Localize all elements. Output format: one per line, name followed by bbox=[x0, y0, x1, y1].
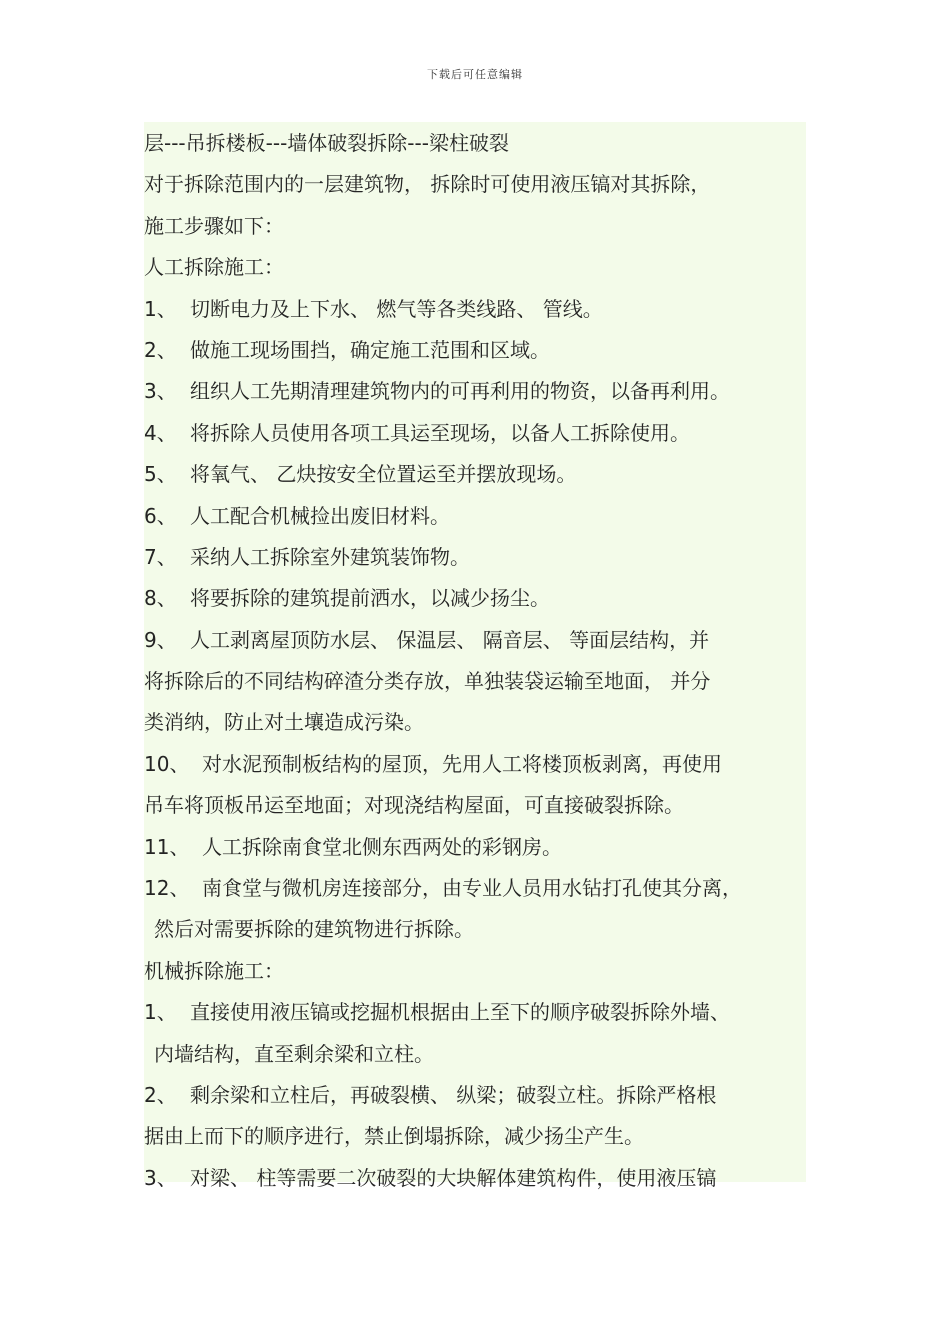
line-text: 内墙结构，直至剩余梁和立柱。 bbox=[154, 1041, 434, 1066]
text-line bbox=[144, 164, 806, 205]
text-line bbox=[144, 289, 806, 330]
list-number: 7、 bbox=[144, 544, 177, 569]
list-number: 3、 bbox=[144, 379, 177, 404]
line-text: 采纳人工拆除室外建筑装饰物。 bbox=[190, 544, 470, 569]
text-line bbox=[144, 868, 806, 909]
line-text: 人工拆除南食堂北侧东西两处的彩钢房。 bbox=[202, 834, 562, 859]
text-line bbox=[144, 206, 806, 247]
line-text: 然后对需要拆除的建筑物进行拆除。 bbox=[154, 917, 474, 942]
list-number: 12、 bbox=[144, 876, 190, 901]
list-number: 9、 bbox=[144, 627, 177, 652]
list-number: 2、 bbox=[144, 1082, 177, 1107]
text-line bbox=[144, 827, 806, 868]
line-text: 施工步骤如下： bbox=[144, 213, 284, 238]
text-line bbox=[144, 1158, 806, 1199]
line-text: 吊车将顶板吊运至地面；对现浇结构屋面，可直接破裂拆除。 bbox=[144, 793, 684, 818]
text-line bbox=[144, 951, 806, 992]
list-number: 6、 bbox=[144, 503, 177, 528]
list-number: 11、 bbox=[144, 834, 190, 859]
list-number: 5、 bbox=[144, 462, 177, 487]
text-line bbox=[144, 537, 806, 578]
line-text: 直接使用液压镐或挖掘机根据由上至下的顺序破裂拆除外墙、 bbox=[190, 1000, 730, 1025]
line-text: 人工配合机械捡出废旧材料。 bbox=[190, 503, 450, 528]
list-number: 4、 bbox=[144, 420, 177, 445]
line-text: 人工拆除施工： bbox=[144, 255, 284, 280]
line-text: 机械拆除施工： bbox=[144, 958, 284, 983]
line-text: 将拆除人员使用各项工具运至现场，以备人工拆除使用。 bbox=[190, 420, 690, 445]
text-line bbox=[144, 661, 806, 702]
line-text: 将拆除后的不同结构碎渣分类存放，单独装袋运输至地面， 并分 bbox=[144, 669, 711, 694]
page-header: 下载后可任意编辑 bbox=[427, 68, 523, 81]
line-text: 剩余梁和立柱后，再破裂横、 纵梁；破裂立柱。拆除严格根 bbox=[190, 1082, 717, 1107]
list-number: 1、 bbox=[144, 296, 177, 321]
list-number: 10、 bbox=[144, 751, 190, 776]
text-line bbox=[144, 620, 806, 661]
line-text: 将要拆除的建筑提前洒水，以减少扬尘。 bbox=[190, 586, 550, 611]
line-text: 对于拆除范围内的一层建筑物， 拆除时可使用液压镐对其拆除， bbox=[144, 172, 711, 197]
line-text: 对水泥预制板结构的屋顶，先用人工将楼顶板剥离，再使用 bbox=[202, 751, 722, 776]
line-text: 据由上而下的顺序进行，禁止倒塌拆除，减少扬尘产生。 bbox=[144, 1124, 644, 1149]
text-line bbox=[144, 371, 806, 412]
text-line bbox=[144, 702, 806, 743]
text-line bbox=[144, 496, 806, 537]
line-text: 人工剥离屋顶防水层、 保温层、 隔音层、 等面层结构，并 bbox=[190, 627, 710, 652]
line-text: 切断电力及上下水、 燃气等各类线路、 管线。 bbox=[190, 296, 603, 321]
text-line bbox=[144, 454, 806, 495]
text-line bbox=[144, 1116, 806, 1157]
line-text: 将氧气、 乙炔按安全位置运至并摆放现场。 bbox=[190, 462, 577, 487]
line-text: 类消纳，防止对土壤造成污染。 bbox=[144, 710, 424, 735]
list-number: 1、 bbox=[144, 1000, 177, 1025]
text-line bbox=[144, 247, 806, 288]
line-text: 做施工现场围挡，确定施工范围和区域。 bbox=[190, 337, 550, 362]
text-line bbox=[144, 123, 806, 164]
document-body bbox=[144, 122, 806, 1190]
text-line bbox=[144, 909, 806, 950]
line-text: 层---吊拆楼板---墙体破裂拆除---梁柱破裂 bbox=[144, 131, 509, 155]
list-number: 3、 bbox=[144, 1165, 177, 1190]
list-number: 8、 bbox=[144, 586, 177, 611]
text-line bbox=[144, 330, 806, 371]
text-line bbox=[144, 992, 806, 1033]
text-line bbox=[144, 1034, 806, 1075]
line-text: 组织人工先期清理建筑物内的可再利用的物资，以备再利用。 bbox=[190, 379, 730, 404]
line-text: 南食堂与微机房连接部分，由专业人员用水钻打孔使其分离， bbox=[202, 876, 742, 901]
line-text: 对梁、 柱等需要二次破裂的大块解体建筑构件，使用液压镐 bbox=[190, 1165, 717, 1190]
text-line bbox=[144, 744, 806, 785]
list-number: 2、 bbox=[144, 337, 177, 362]
text-line bbox=[144, 785, 806, 826]
text-line bbox=[144, 413, 806, 454]
text-line bbox=[144, 578, 806, 619]
text-line bbox=[144, 1075, 806, 1116]
